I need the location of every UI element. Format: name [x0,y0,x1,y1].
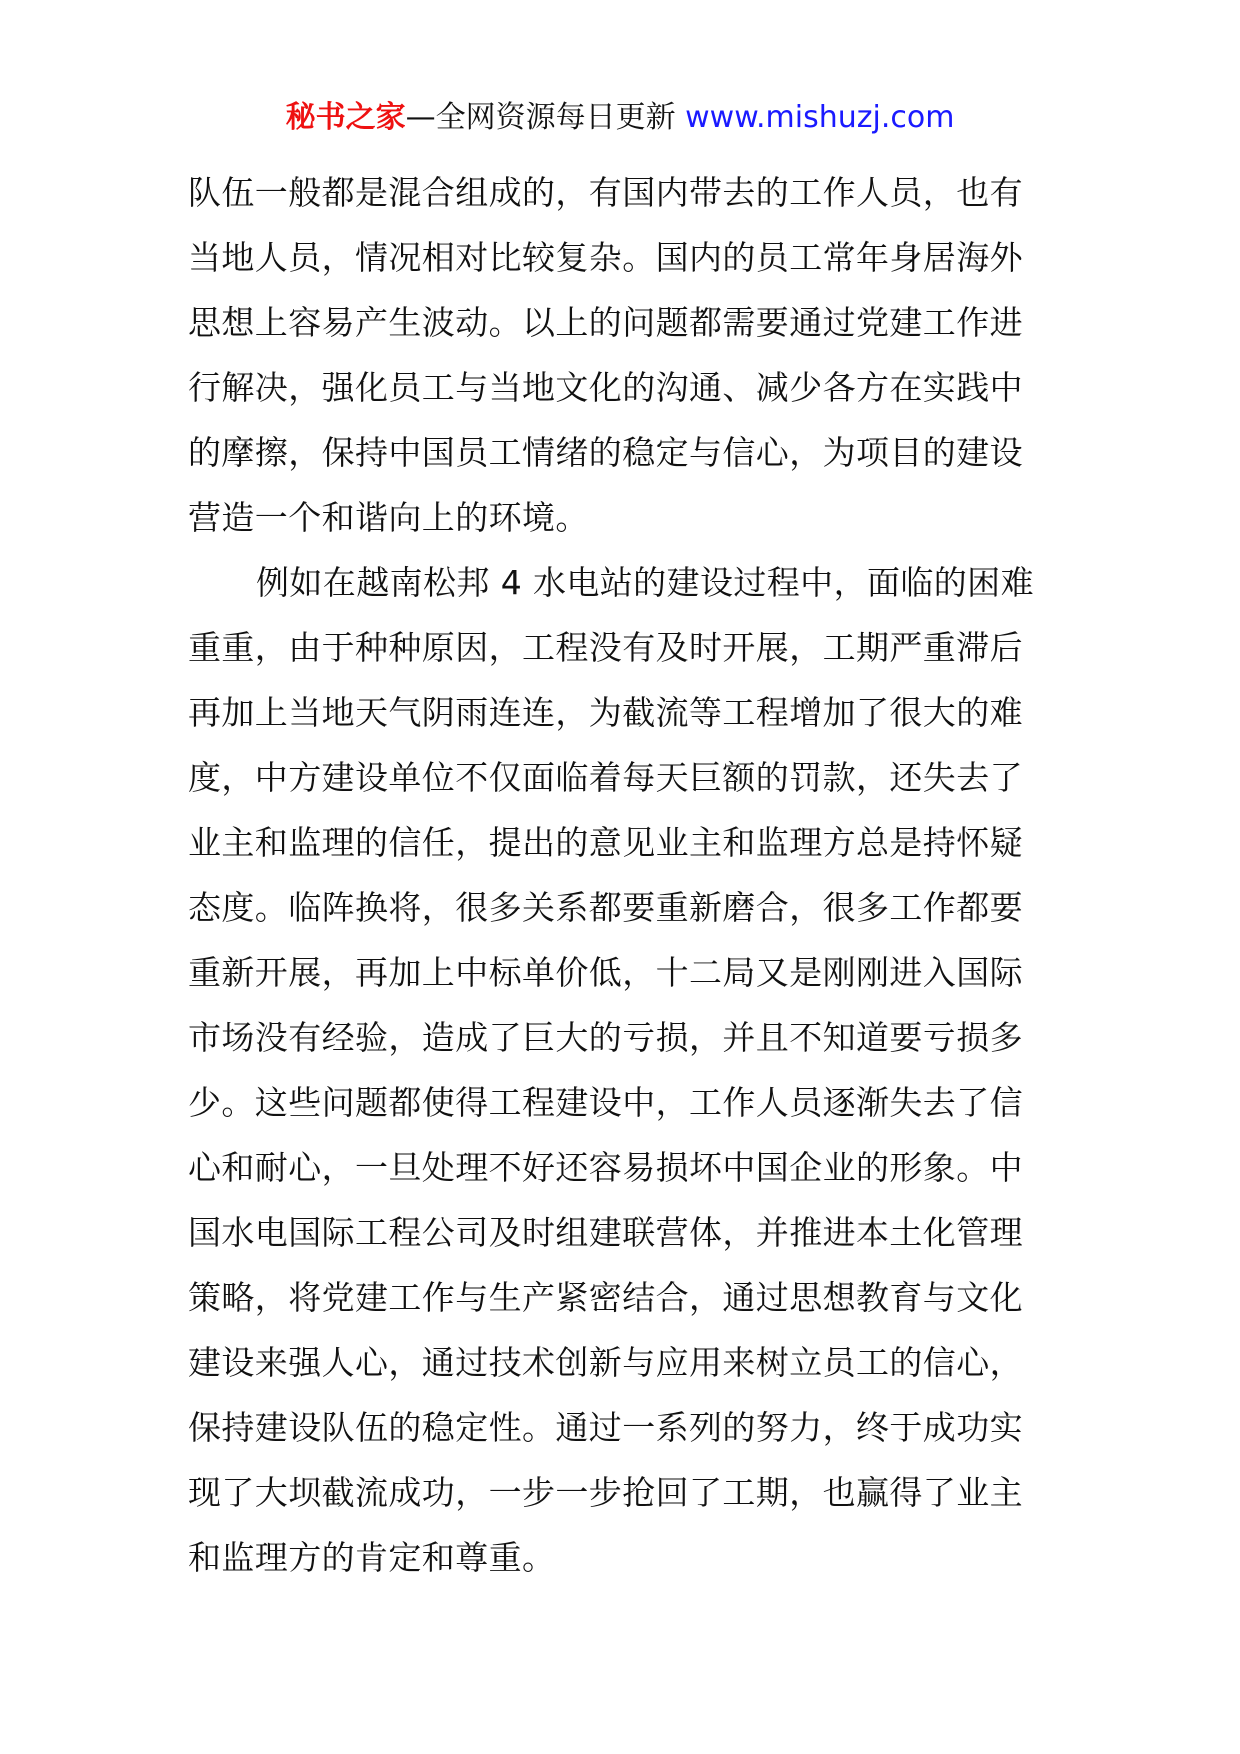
text-line: 策略，将党建工作与生产紧密结合，通过思想教育与文化 [188,1278,1023,1317]
website-url: www.mishuzj.com [685,100,955,135]
paragraph-2 [188,550,1056,1590]
text-line: 国水电国际工程公司及时组建联营体，并推进本土化管理 [188,1213,1023,1252]
text-line: 市场没有经验，造成了巨大的亏损，并且不知道要亏损多 [188,1018,1023,1057]
header-tagline: —全网资源每日更新 [405,100,686,135]
text-line: 队伍一般都是混合组成的，有国内带去的工作人员，也有 [188,173,1023,212]
page-header [0,98,1240,138]
text-line: 业主和监理的信任，提出的意见业主和监理方总是持怀疑 [188,823,1023,862]
text-line: 行解决，强化员工与当地文化的沟通、减少各方在实践中 [188,368,1023,407]
text-line: 当地人员，情况相对比较复杂。国内的员工常年身居海外 [188,238,1023,277]
text-line: 和监理方的肯定和尊重。 [188,1538,556,1577]
brand-name: 秘书之家 [285,100,406,135]
document-body [188,160,1056,1590]
text-line: 心和耐心，一旦处理不好还容易损坏中国企业的形象。中 [188,1148,1023,1187]
text-line: 再加上当地天气阴雨连连，为截流等工程增加了很大的难 [188,693,1023,732]
text-line: 例如在越南松邦 4 水电站的建设过程中，面临的困难 [256,563,1034,602]
text-line: 营造一个和谐向上的环境。 [188,498,589,537]
text-line: 重新开展，再加上中标单价低，十二局又是刚刚进入国际 [188,953,1023,992]
text-line: 建设来强人心，通过技术创新与应用来树立员工的信心， [188,1343,1023,1382]
text-line: 重重，由于种种原因，工程没有及时开展，工期严重滞后 [188,628,1023,667]
text-line: 少。这些问题都使得工程建设中，工作人员逐渐失去了信 [188,1083,1023,1122]
text-line: 度，中方建设单位不仅面临着每天巨额的罚款，还失去了 [188,758,1023,797]
text-line: 保持建设队伍的稳定性。通过一系列的努力，终于成功实 [188,1408,1023,1447]
text-line: 思想上容易产生波动。以上的问题都需要通过党建工作进 [188,303,1023,342]
text-line: 现了大坝截流成功，一步一步抢回了工期，也赢得了业主 [188,1473,1023,1512]
text-line: 态度。临阵换将，很多关系都要重新磨合，很多工作都要 [188,888,1023,927]
text-line: 的摩擦，保持中国员工情绪的稳定与信心，为项目的建设 [188,433,1023,472]
paragraph-1 [188,160,1056,550]
